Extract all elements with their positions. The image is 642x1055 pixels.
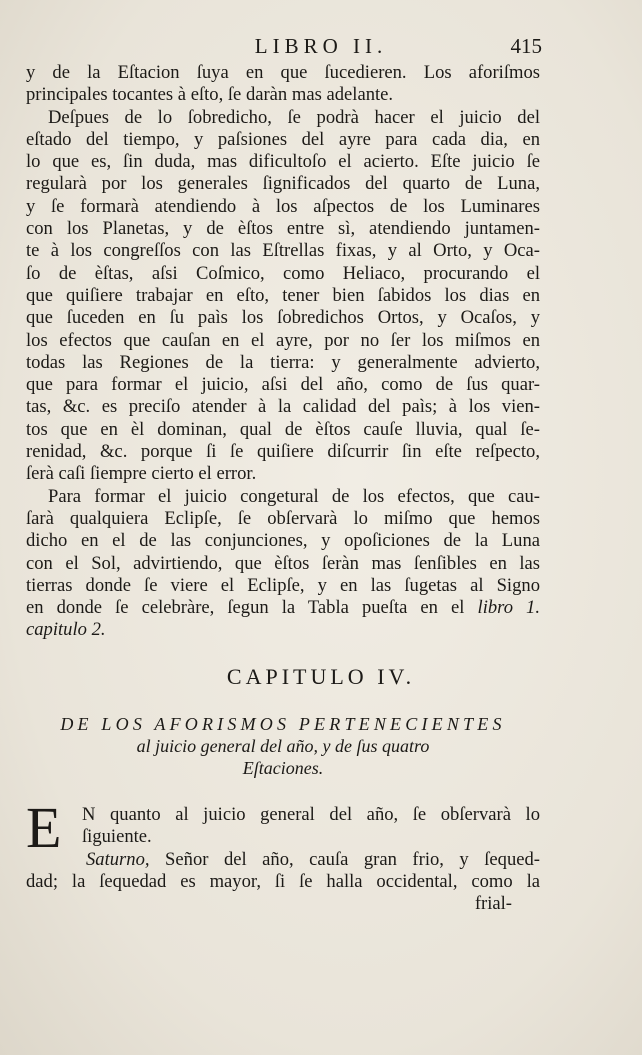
text-line: principales tocantes à eſto, ſe daràn mas adelante. — [26, 84, 394, 106]
subtitle-line: Eſtaciones. — [242, 758, 324, 778]
text-line: los efectos que cauſan en el ayre, por no ſer los miſmos en — [26, 329, 540, 351]
text-line: que quiſiere trabajar en eſto, tener bien ſabidos los dias en — [26, 284, 540, 306]
running-head — [0, 34, 642, 62]
text-line: ſo de èſtas, aſsi Coſmico, como Heliaco, procurando el — [26, 262, 540, 284]
section-text — [26, 795, 540, 915]
text-line: regularà por los generales ſignificados del quarto de Luna, — [26, 173, 540, 195]
text-line: y de la Eſtacion ſuya en que ſucedieren. Los aforiſmos — [26, 62, 540, 83]
text-line: con el Sol, advirtiendo, que èſtos ſeràn mas ſenſibles en las — [26, 552, 540, 574]
text-line: te à los congreſſos con las Eſtrellas fixas, y al Orto, y Oca- — [26, 240, 540, 262]
text-line: N quanto al juicio general del año, ſe obſervarà lo — [82, 804, 540, 825]
text-line: tos que en èl dominan, qual de èſtos cauſe lluvia, qual ſe- — [26, 418, 540, 440]
text-segment-italic: Saturno, — [86, 848, 150, 870]
text-line — [26, 849, 540, 871]
text-line: Para formar el juicio congetural de los efectos, que cau- — [48, 485, 540, 507]
subtitle-line: al juicio general del año, y de ſus quatro — [136, 736, 430, 756]
text-segment-italic: libro 1. — [477, 597, 540, 619]
text-line: que para formar el juicio, aſsi del año, como de ſus quar- — [26, 374, 540, 396]
drop-cap: E — [26, 795, 62, 860]
text-line: y ſe formarà atendiendo à los aſpectos de los Luminares — [26, 195, 540, 217]
text-line: ſerà caſi ſiempre cierto el error. — [26, 463, 257, 485]
chapter-subtitle — [26, 713, 540, 779]
text-line: capitulo 2. — [26, 619, 106, 641]
text-line — [26, 597, 540, 619]
text-line: tas, &c. es preciſo atender à la calidad del paìs; à los vien- — [26, 396, 540, 418]
text-line: renidad, &c. porque ſi ſe quiſiere diſcurrir ſin eſte reſpecto, — [26, 441, 540, 463]
text-line: dicho en el de las conjunciones, y opoſiciones de la Luna — [26, 530, 540, 552]
text-line: ſarà qualquiera Eclipſe, ſe obſervarà lo miſmo que hemos — [26, 507, 540, 529]
catchword: frial- — [474, 893, 512, 915]
text-line: tierras donde ſe viere el Eclipſe, y en las ſugetas al Signo — [26, 574, 540, 596]
subtitle-line: DE LOS AFORISMOS PERTENECIENTES — [60, 714, 506, 734]
body-text — [26, 62, 540, 642]
running-head-title: LIBRO II. — [254, 34, 388, 58]
text-line: que ſuceden en ſu paìs los ſobredichos Ortos, y Ocaſos, y — [26, 307, 540, 329]
text-line: eſtado del tiempo, y paſsiones del ayre para cada dia, en — [26, 128, 540, 150]
page-number: 415 — [510, 34, 542, 58]
text-segment: en donde ſe celebràre, ſegun la Tabla pueſta en el — [26, 597, 465, 619]
text-line: dad; la ſequedad es mayor, ſi ſe halla occidental, como la — [26, 870, 540, 892]
text-line: Deſpues de lo ſobredicho, ſe podrà hacer el juicio del — [48, 106, 540, 128]
chapter-heading: CAPITULO IV. — [226, 664, 416, 689]
text-line: con los Planetas, y de èſtos entre sì, atendiendo juntamen- — [26, 218, 540, 240]
text-line: lo que es, ſin duda, mas dificultoſo el acierto. Eſte juicio ſe — [26, 151, 540, 173]
text-line: ſiguiente. — [82, 826, 152, 848]
text-segment: Señor del año, cauſa gran frio, y ſequed- — [149, 848, 540, 870]
text-line: todas las Regiones de la tierra: y generalmente advierto, — [26, 351, 540, 373]
